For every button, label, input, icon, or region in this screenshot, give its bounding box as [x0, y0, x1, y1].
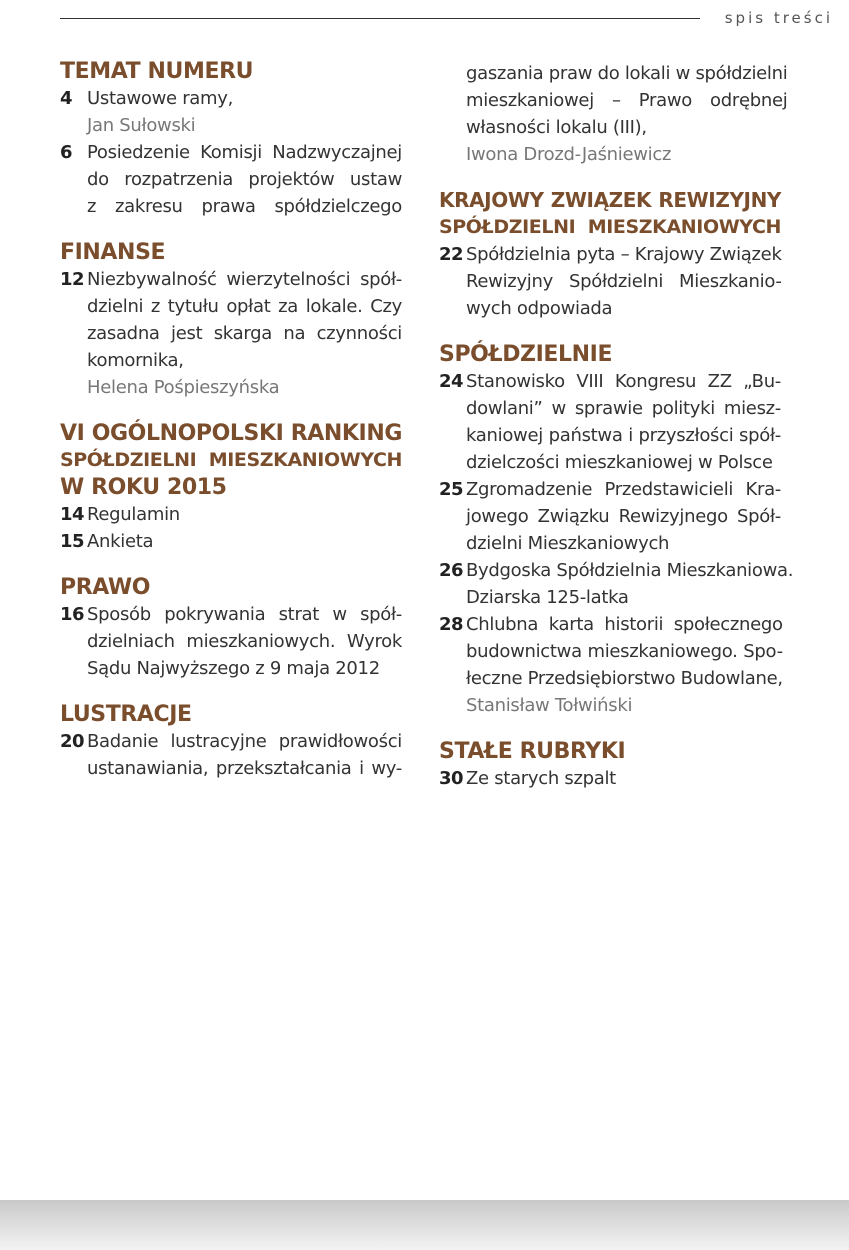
- entry-text: [466, 476, 781, 557]
- toc-entry[interactable]: [60, 601, 402, 682]
- toc-section-krajowy-zwiazek: [439, 187, 781, 322]
- page-number: 22: [439, 244, 464, 265]
- page-number-spacer: [439, 60, 466, 168]
- entry-text: [466, 368, 781, 476]
- page-number: 25: [439, 479, 464, 500]
- entry-line: Sądu Najwyższego z 9 maja 2012: [87, 658, 380, 679]
- section-title: [60, 420, 402, 501]
- entry-text: [466, 241, 782, 322]
- section-title: FINANSE: [60, 240, 166, 265]
- entry-author: Iwona Drozd-Jaśniewicz: [466, 144, 672, 165]
- page-number: 26: [439, 560, 464, 581]
- toc-entry[interactable]: [439, 241, 781, 322]
- page-number: 15: [60, 531, 85, 552]
- entry-line: Ze starych szpalt: [466, 768, 616, 789]
- page-number: 16: [60, 604, 85, 625]
- entry-line: Spółdzielnia pyta – Krajowy Związek: [466, 244, 782, 265]
- entry-line: Ankieta: [87, 531, 154, 552]
- page-number: 28: [439, 614, 464, 635]
- page-shadow: [0, 1200, 849, 1250]
- entry-text: [466, 611, 783, 719]
- entry-text: [87, 601, 402, 682]
- toc-entry[interactable]: [439, 60, 788, 168]
- section-title: PRAWO: [60, 575, 151, 600]
- toc-entry[interactable]: [60, 266, 402, 401]
- page-number: 4: [60, 88, 73, 109]
- entry-line: gaszania praw do lokali w spółdzielni: [466, 63, 788, 84]
- toc-right-column: [439, 60, 794, 811]
- entry-line: z zakresu prawa spółdzielczego: [87, 196, 402, 217]
- page-number: 30: [439, 768, 464, 789]
- entry-line: własności lokalu (III),: [466, 117, 647, 138]
- entry-line: budownictwa mieszkaniowego. Spo-: [466, 641, 783, 662]
- section-title-line: KRAJOWY ZWIĄZEK REWIZYJNY: [439, 188, 781, 212]
- entry-line: Regulamin: [87, 504, 180, 525]
- page-number: 6: [60, 142, 73, 163]
- entry-line: Zgromadzenie Przedstawicieli Kra-: [466, 479, 781, 500]
- running-header: spis treści: [724, 9, 833, 27]
- toc-section-ranking: [60, 420, 402, 555]
- entry-line: zasadna jest skarga na czynności: [87, 323, 402, 344]
- entry-line: Rewizyjny Spółdzielni Mieszkanio-: [466, 271, 782, 292]
- entry-text: [87, 266, 402, 401]
- page-number: 20: [60, 731, 85, 752]
- entry-line: kaniowej państwa i przyszłości spół-: [466, 425, 781, 446]
- toc-section-spoldzielnie: [439, 341, 794, 719]
- entry-text: [87, 528, 402, 555]
- entry-text: [466, 60, 787, 168]
- toc-entry[interactable]: [439, 765, 781, 792]
- header-rule: [60, 18, 700, 19]
- entry-line: Dziarska 125-latka: [466, 587, 629, 608]
- entry-line: ustanawiania, przekształcania i wy-: [87, 758, 402, 779]
- entry-line: Niezbywalność wierzytelności spół-: [87, 269, 402, 290]
- section-title: LUSTRACJE: [60, 702, 192, 727]
- entry-text: [87, 85, 402, 139]
- page-number: 12: [60, 269, 85, 290]
- section-title: TEMAT NUMERU: [60, 59, 254, 84]
- toc-section-finanse: [60, 239, 402, 401]
- entry-line: Posiedzenie Komisji Nadzwyczajnej: [87, 142, 402, 163]
- entry-line: wych odpowiada: [466, 298, 613, 319]
- entry-line: dowlani” w sprawie polityki miesz-: [466, 398, 781, 419]
- toc-entry[interactable]: [439, 557, 794, 611]
- entry-line: Bydgoska Spółdzielnia Mieszkaniowa.: [466, 560, 794, 581]
- toc-section-temat-numeru: [60, 58, 402, 220]
- toc-left-column: [60, 58, 402, 801]
- entry-text: [87, 501, 402, 528]
- entry-line: jowego Związku Rewizyjnego Spół-: [466, 506, 781, 527]
- toc-entry-continuation: [439, 60, 788, 168]
- entry-line: mieszkaniowej – Prawo odrębnej: [466, 90, 788, 111]
- toc-entry[interactable]: [60, 85, 402, 139]
- entry-text: [87, 728, 402, 782]
- entry-author: Jan Sułowski: [87, 115, 196, 136]
- entry-line: komornika,: [87, 350, 184, 371]
- entry-line: łeczne Przedsiębiorstwo Budowlane,: [466, 668, 783, 689]
- section-title-line: W ROKU 2015: [60, 475, 227, 500]
- toc-entry[interactable]: [60, 728, 402, 782]
- entry-line: dzielni z tytułu opłat za lokale. Czy: [87, 296, 402, 317]
- toc-entry[interactable]: [439, 476, 781, 557]
- toc-section-prawo: [60, 574, 402, 682]
- entry-author: Helena Pośpieszyńska: [87, 377, 280, 398]
- entry-text: [466, 557, 793, 611]
- toc-section-lustracje: [60, 701, 402, 782]
- entry-line: dzielni Mieszkaniowych: [466, 533, 670, 554]
- toc-entry[interactable]: [60, 501, 402, 528]
- section-title-line: SPÓŁDZIELNI MIESZKANIOWYCH: [60, 449, 402, 471]
- section-title-line: SPÓŁDZIELNI MIESZKANIOWYCH: [439, 216, 781, 238]
- page-number: 24: [439, 371, 464, 392]
- entry-line: dzielniach mieszkaniowych. Wyrok: [87, 631, 402, 652]
- section-title-line: VI OGÓLNOPOLSKI RANKING: [60, 421, 402, 446]
- entry-line: Badanie lustracyjne prawidłowości: [87, 731, 402, 752]
- entry-text: [87, 139, 402, 220]
- entry-line: Sposób pokrywania strat w spół-: [87, 604, 402, 625]
- toc-entry[interactable]: [60, 528, 402, 555]
- toc-section-stale-rubryki: [439, 738, 781, 792]
- toc-entry[interactable]: [60, 139, 402, 220]
- entry-line: dzielczości mieszkaniowej w Polsce: [466, 452, 773, 473]
- section-title: STAŁE RUBRYKI: [439, 739, 626, 764]
- section-title: SPÓŁDZIELNIE: [439, 342, 613, 367]
- entry-text: [466, 765, 781, 792]
- page-number: 14: [60, 504, 85, 525]
- entry-line: Stanowisko VIII Kongresu ZZ „Bu-: [466, 371, 781, 392]
- entry-line: do rozpatrzenia projektów ustaw: [87, 169, 402, 190]
- entry-author: Stanisław Tołwiński: [466, 695, 633, 716]
- toc-entry[interactable]: [439, 611, 781, 719]
- toc-entry[interactable]: [439, 368, 781, 476]
- section-title: [439, 187, 781, 241]
- entry-line: Ustawowe ramy,: [87, 88, 234, 109]
- entry-line: Chlubna karta historii społecznego: [466, 614, 783, 635]
